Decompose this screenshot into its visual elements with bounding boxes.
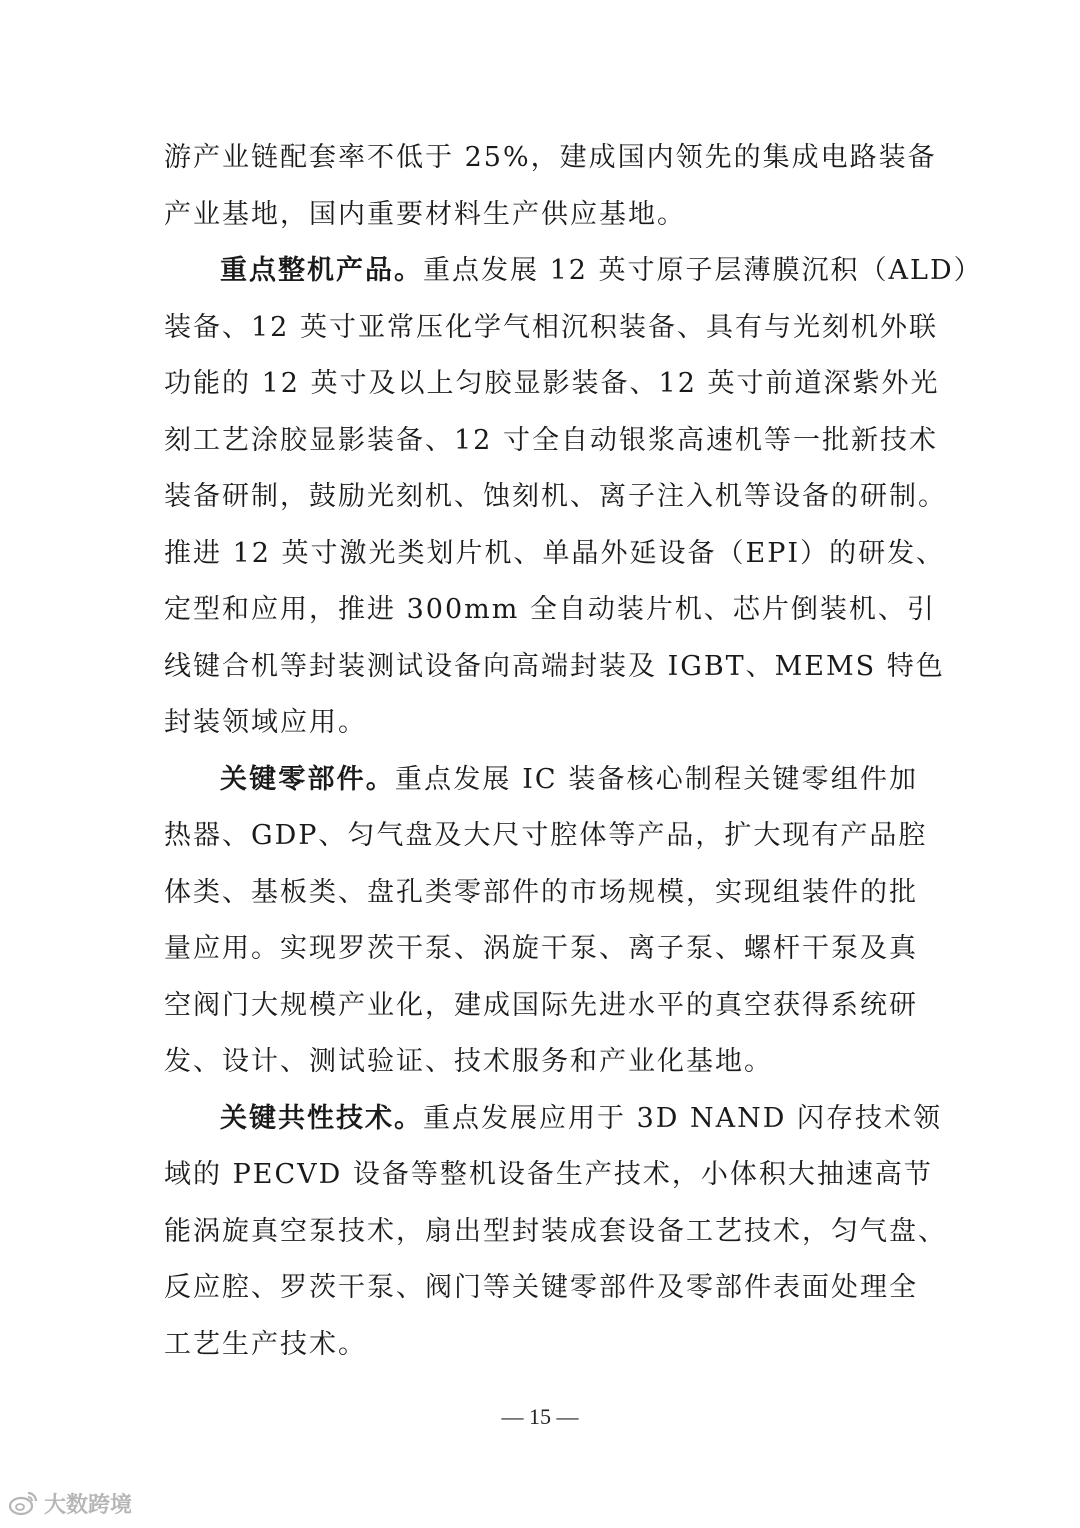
text-line: 反应腔、罗茨干泵、阀门等关键零部件及零部件表面处理全 xyxy=(164,1272,918,1303)
watermark xyxy=(8,1488,132,1518)
page-number: — 15 — xyxy=(501,1404,579,1429)
text-line: 域的 PECVD 设备等整机设备生产技术，小体积大抽速高节 xyxy=(164,1159,933,1190)
text-line: 功能的 12 英寸及以上匀胶显影装备、12 英寸前道深紫外光 xyxy=(164,368,940,399)
text-line: 刻工艺涂胶显影装备、12 寸全自动银浆高速机等一批新技术 xyxy=(164,424,938,456)
text-line: 体类、基板类、盘孔类零部件的市场规模，实现组装件的批 xyxy=(164,876,918,908)
paragraph-heading-line xyxy=(164,752,918,809)
text-line: 能涡旋真空泵技术，扇出型封装成套设备工艺技术，匀气盘、 xyxy=(164,1215,947,1247)
text-line: 产业基地，国内重要材料生产供应基地。 xyxy=(164,198,686,230)
section-heading: 关键零部件。 xyxy=(220,763,395,795)
text-line: 热器、GDP、匀气盘及大尺寸腔体等产品，扩大现有产品腔 xyxy=(164,820,928,851)
text-span: 重点发展 IC 装备核心制程关键零组件加 xyxy=(394,763,918,795)
text-line: 封装领域应用。 xyxy=(164,707,367,738)
text-line: 工艺生产技术。 xyxy=(164,1328,367,1360)
text-line: 游产业链配套率不低于 25%，建成国内领先的集成电路装备 xyxy=(164,142,937,173)
text-line: 推进 12 英寸激光类划片机、单晶外延设备（EPI）的研发、 xyxy=(164,537,946,569)
text-line: 装备、12 英寸亚常压化学气相沉积装备、具有与光刻机外联 xyxy=(164,311,938,343)
text-span: 重点发展应用于 3D NAND 闪存技术领 xyxy=(423,1102,942,1134)
text-line: 装备研制，鼓励光刻机、蚀刻机、离子注入机等设备的研制。 xyxy=(164,481,947,512)
weibo-icon xyxy=(8,1490,38,1516)
text-line: 空阀门大规模产业化，建成国际先进水平的真空获得系统研 xyxy=(164,989,918,1021)
watermark-text: 大数跨境 xyxy=(44,1492,133,1518)
paragraph-heading-line xyxy=(164,1091,942,1148)
paragraph-heading-line xyxy=(164,243,983,300)
section-heading: 重点整机产品。 xyxy=(220,255,423,286)
text-span: 重点发展 12 英寸原子层薄膜沉积（ALD） xyxy=(423,255,983,286)
text-line: 定型和应用，推进 300mm 全自动装片机、芯片倒装机、引 xyxy=(164,594,936,625)
text-line: 线键合机等封装测试设备向高端封装及 IGBT、MEMS 特色 xyxy=(164,650,945,682)
text-line: 量应用。实现罗茨干泵、涡旋干泵、离子泵、螺杆干泵及真 xyxy=(164,933,918,964)
text-line: 发、设计、测试验证、技术服务和产业化基地。 xyxy=(164,1046,773,1077)
section-heading: 关键共性技术。 xyxy=(220,1102,423,1134)
document-body xyxy=(164,130,983,1373)
